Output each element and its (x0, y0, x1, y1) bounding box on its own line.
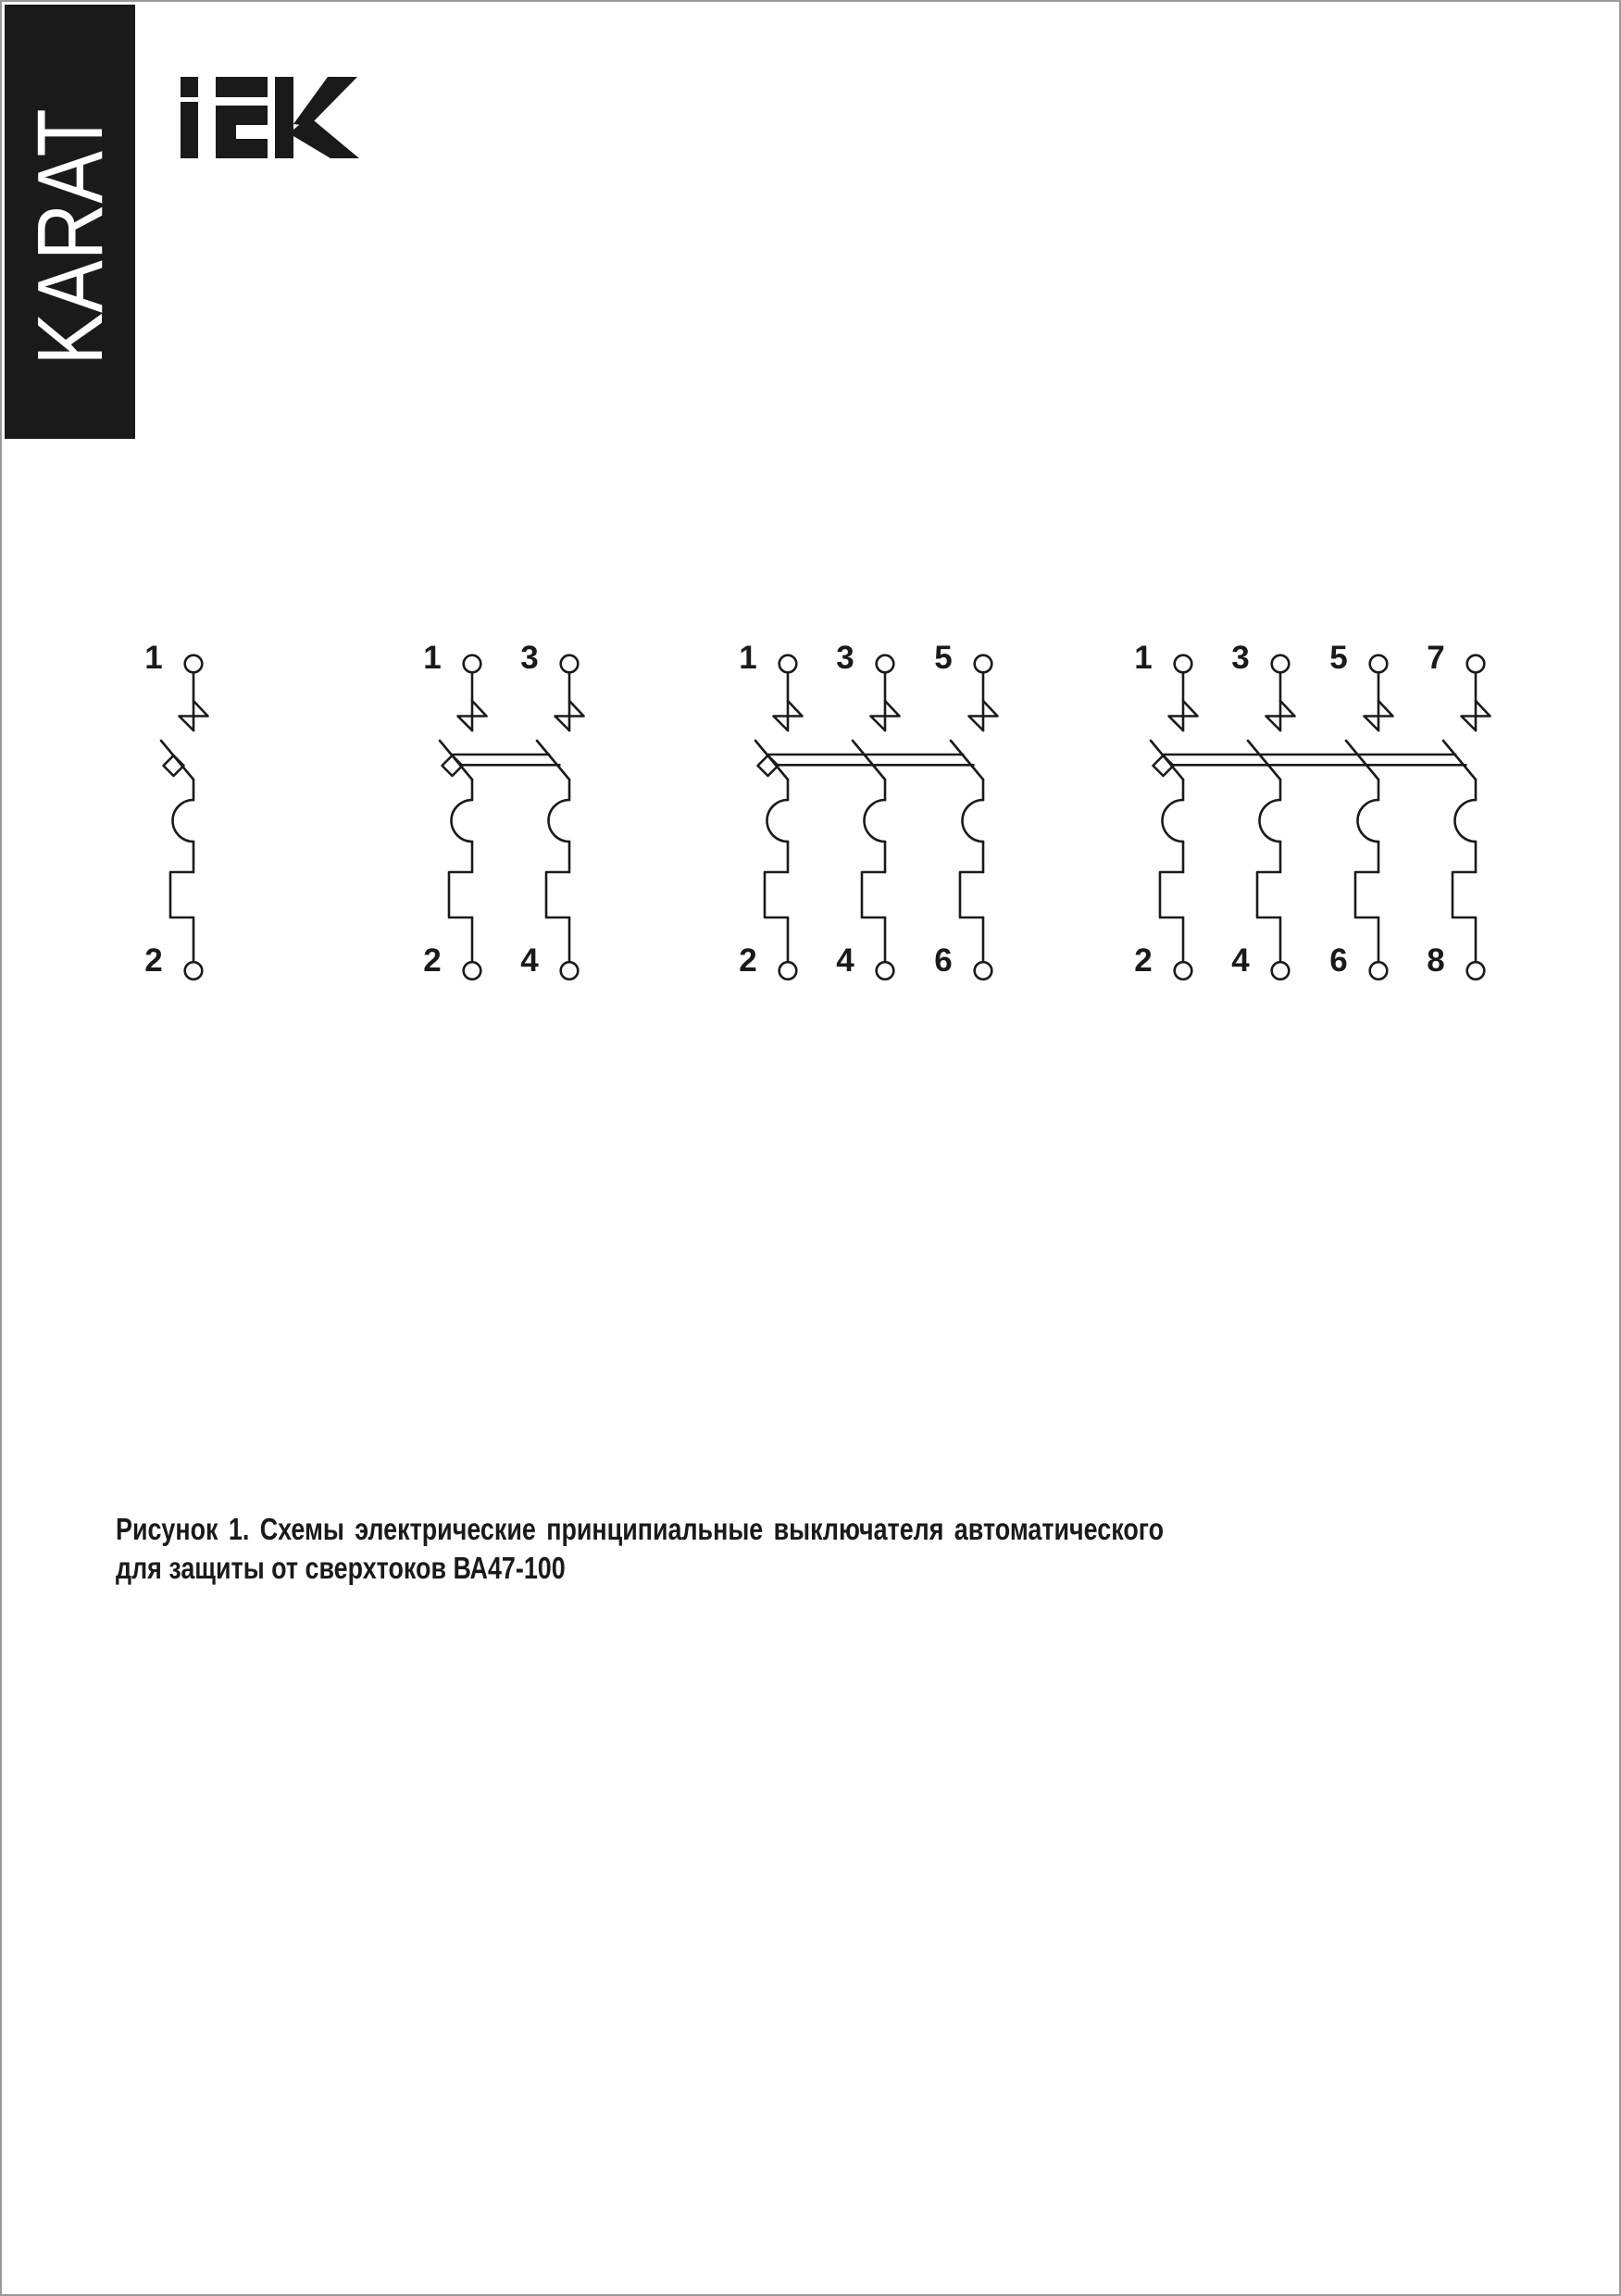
terminal-label-top: 3 (836, 640, 854, 676)
terminal-label-bottom: 8 (1427, 942, 1445, 979)
bottom-terminal (779, 962, 797, 980)
top-terminal (779, 655, 797, 673)
top-terminal (185, 655, 203, 673)
top-terminal (975, 655, 992, 673)
bottom-terminal (1272, 962, 1290, 980)
terminal-label-bottom: 2 (739, 942, 757, 979)
thermal-release (1160, 872, 1183, 917)
magnetic-release-coil (452, 800, 473, 842)
magnetic-release-coil (1260, 800, 1280, 842)
top-terminal (1467, 655, 1485, 673)
bottom-terminal (877, 962, 894, 980)
bottom-terminal (1467, 962, 1485, 980)
schematic-line (537, 741, 569, 780)
thermal-release (1257, 872, 1280, 917)
magnetic-release-coil (1358, 800, 1379, 842)
terminal-label-bottom: 4 (836, 942, 854, 979)
bottom-terminal (185, 962, 203, 980)
two-pole-breaker (423, 640, 583, 980)
terminal-label-top: 1 (1134, 640, 1153, 676)
figure-caption-line-2: для защиты от сверхтоков ВА47-100 (116, 1551, 566, 1585)
thermal-release (862, 872, 885, 917)
figure-caption (116, 1510, 1164, 1588)
terminal-label-top: 1 (423, 640, 442, 676)
schematic-line (1346, 741, 1378, 780)
terminal-label-top: 3 (520, 640, 539, 676)
magnetic-release-coil (963, 800, 984, 842)
magnetic-release-coil (549, 800, 570, 842)
three-pole-breaker (739, 640, 997, 980)
terminal-label-top: 5 (934, 640, 953, 676)
thermal-release (546, 872, 569, 917)
terminal-label-bottom: 4 (520, 942, 539, 979)
thermal-release (1355, 872, 1378, 917)
magnetic-release-coil (865, 800, 885, 842)
top-terminal (877, 655, 894, 673)
thermal-release (765, 872, 788, 917)
thermal-release (1453, 872, 1476, 917)
thermal-release (170, 872, 193, 917)
bottom-terminal (1175, 962, 1192, 980)
terminal-label-bottom: 2 (144, 942, 163, 979)
terminal-label-bottom: 2 (423, 942, 442, 979)
thermal-release (449, 872, 472, 917)
terminal-label-bottom: 2 (1134, 942, 1153, 979)
terminal-label-top: 3 (1231, 640, 1250, 676)
magnetic-release-coil (1163, 800, 1184, 842)
bottom-terminal (561, 962, 579, 980)
terminal-label-bottom: 4 (1231, 942, 1250, 979)
schematic-line (1443, 741, 1476, 780)
top-terminal (561, 655, 579, 673)
thermal-release (960, 872, 983, 917)
top-terminal (1370, 655, 1388, 673)
top-terminal (464, 655, 481, 673)
top-terminal (1175, 655, 1192, 673)
magnetic-release-coil (173, 800, 194, 842)
terminal-label-top: 1 (144, 640, 163, 676)
figure-caption-line-1: Рисунок 1. Схемы электрические принципиальные выключателя автоматического (116, 1512, 1165, 1546)
schematic-line (1248, 741, 1280, 780)
terminal-label-bottom: 6 (1329, 942, 1348, 979)
terminal-label-bottom: 6 (934, 942, 953, 979)
top-terminal (1272, 655, 1290, 673)
schematic-line (853, 741, 885, 780)
magnetic-release-coil (767, 800, 789, 842)
bottom-terminal (1370, 962, 1388, 980)
bottom-terminal (464, 962, 481, 980)
karat-banner-text: KARAT (19, 108, 122, 366)
terminal-label-top: 1 (739, 640, 757, 676)
single-pole-breaker (144, 640, 207, 980)
terminal-label-top: 7 (1427, 640, 1445, 676)
schematic-line (951, 741, 983, 780)
terminal-label-top: 5 (1329, 640, 1348, 676)
magnetic-release-coil (1455, 800, 1477, 842)
schematic-diagrams (2, 2, 1621, 2296)
bottom-terminal (975, 962, 992, 980)
four-pole-breaker (1134, 640, 1490, 980)
